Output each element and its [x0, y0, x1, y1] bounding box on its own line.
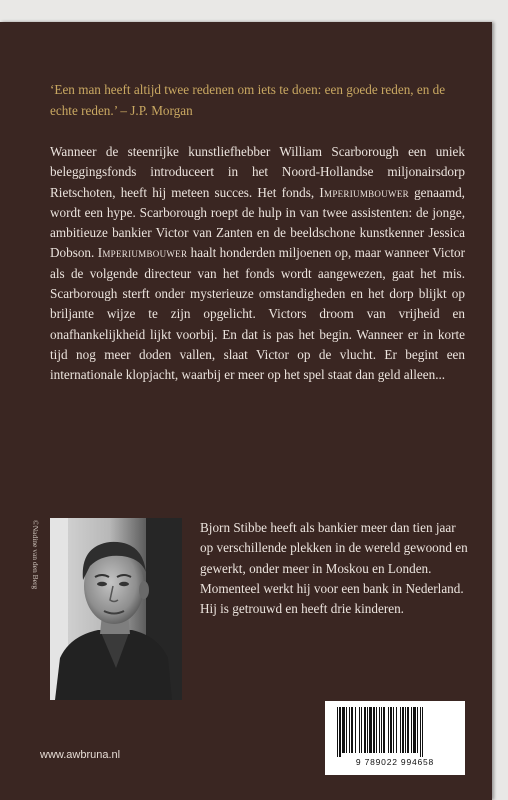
blurb-text-part2: genaamd, wordt een hype. Scarborough roept de hulp in van twee assistenten: de jonge, ambitieuze bankier Victor van Zanten en de beeldschone kunstkenner Jessica Dobson. — [50, 184, 465, 261]
author-portrait-image — [50, 518, 182, 700]
epigraph-quote: ‘Een man heeft altijd twee redenen om iets te doen: een goede reden, en de echte reden.’ – J.P. Morgan — [50, 82, 446, 118]
barcode-bar — [379, 707, 380, 753]
barcode-bar — [346, 707, 347, 753]
barcode-bar — [390, 707, 392, 753]
book-blurb — [50, 142, 465, 386]
barcode-bar — [411, 707, 412, 753]
publisher-website[interactable]: www.awbruna.nl — [40, 749, 121, 761]
barcode-bar — [396, 707, 397, 753]
barcode-bar — [388, 707, 389, 753]
barcode-bar — [364, 707, 366, 753]
barcode-bars — [325, 701, 465, 757]
barcode-bar — [359, 707, 360, 753]
barcode-bar — [393, 707, 394, 753]
barcode-bar — [407, 707, 409, 753]
barcode-bar — [405, 707, 406, 753]
barcode-bar — [339, 707, 341, 757]
barcode-bar — [361, 707, 362, 753]
barcode-bar — [349, 707, 350, 753]
barcode-bar — [400, 707, 401, 753]
barcode-bar — [420, 707, 421, 757]
barcode-bar — [373, 707, 375, 753]
barcode-bar — [413, 707, 416, 753]
isbn-barcode — [325, 701, 465, 775]
blurb-text-part3: haalt honderden miljoenen op, maar wanneer Victor als de volgende directeur van het fonds wordt aangewezen, gaat het mis. Scarborough sterft onder mysterieuze omstandigheden en het dorp blijkt op briljante wijze te zijn opgelicht. Victors droom van vrijheid en onafhankelijkheid lijkt voorbij. En dat is pas het begin. Wanneer er in korte tijd nog meer doden vallen, slaat Victor op de vlucht. Er begint een internationale klopjacht, waarbij er meer op het spel staat dan geld alleen... — [50, 245, 465, 383]
barcode-bar — [351, 707, 353, 753]
barcode-bar — [417, 707, 418, 753]
barcode-bar — [342, 707, 345, 753]
barcode-bar — [422, 707, 423, 757]
author-photo — [50, 518, 182, 700]
barcode-bar — [369, 707, 372, 753]
barcode-bar — [367, 707, 368, 753]
blurb-text-part1: Wanneer de steenrijke kunstliefhebber William Scarborough een uniek beleggingsfonds introduceert in het Noord-Hollandse miljonairsdorp Rietschoten, heeft hij meteen succes. Het fonds, — [50, 144, 465, 200]
barcode-bar — [355, 707, 356, 753]
barcode-bar — [381, 707, 382, 753]
barcode-bar — [376, 707, 377, 753]
barcode-bar — [337, 707, 338, 757]
fund-name: Imperiumbouwer — [319, 184, 409, 200]
barcode-number: 9 789022 994658 — [355, 757, 435, 767]
photo-credit-text: ©Nadine van den Berg — [31, 520, 40, 590]
barcode-bar — [402, 707, 404, 753]
author-bio: Bjorn Stibbe heeft als bankier meer dan tien jaar op verschillende plekken in de wereld gewoond en gewerkt, onder meer in Moskou en Londen. Momenteel werkt hij voor een bank in Nederland. Hij is getrouwd en heeft drie kinderen. — [200, 520, 468, 617]
barcode-bar — [383, 707, 385, 753]
fund-name: Imperiumbouwer — [97, 245, 188, 261]
photo-credit — [30, 520, 44, 630]
